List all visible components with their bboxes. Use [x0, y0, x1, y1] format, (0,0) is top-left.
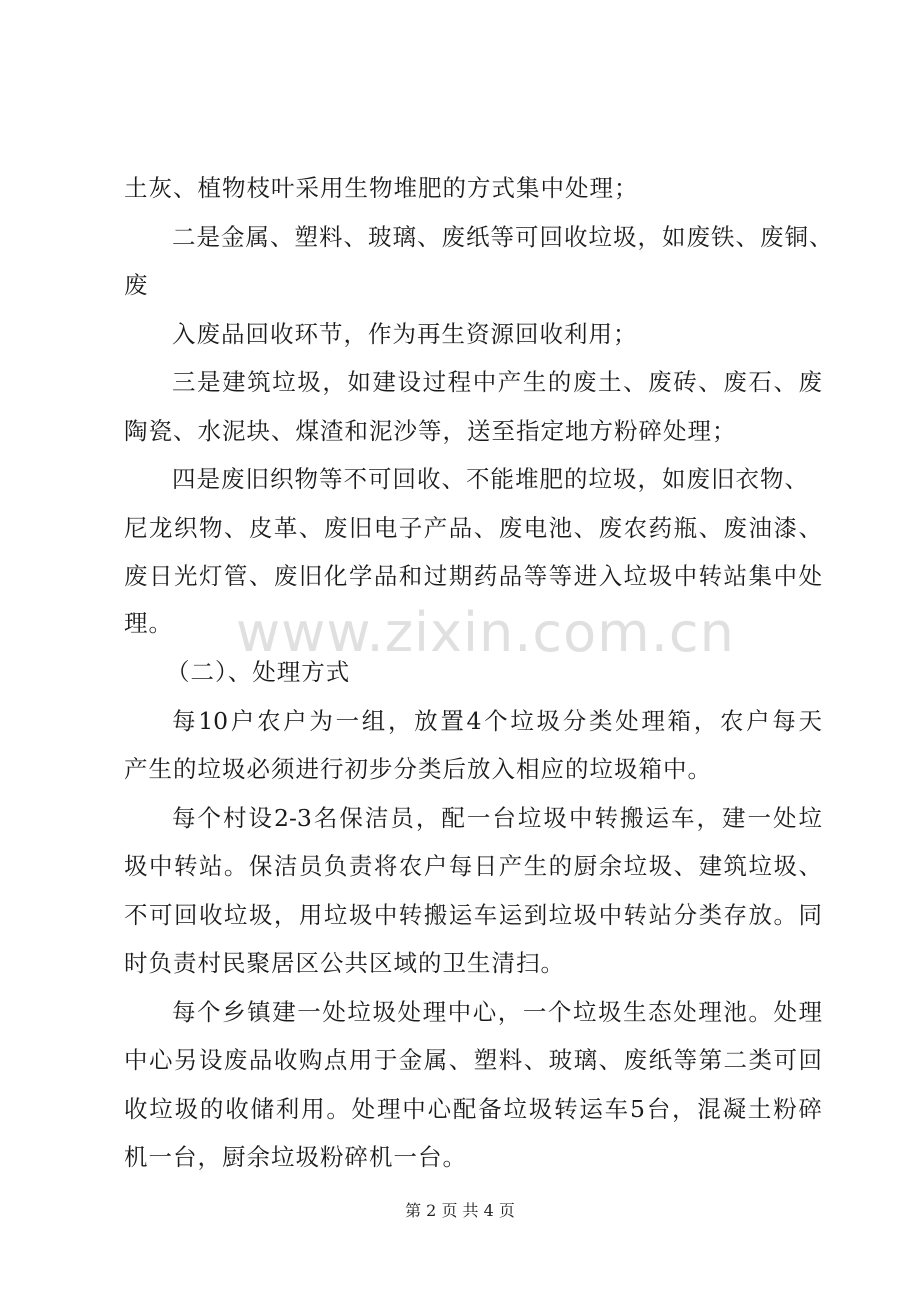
body-line-14: 每个村设2-3名保洁员，配一台垃圾中转搬运车，建一处垃 [172, 804, 822, 832]
body-line-9: 废日光灯管、废旧化学品和过期药品等等进入垃圾中转站集中处 [124, 562, 822, 590]
body-line-4: 入废品回收环节，作为再生资源回收利用； [172, 320, 638, 348]
body-line-7: 四是废旧织物等不可回收、不能堆肥的垃圾，如废旧衣物、 [172, 465, 809, 493]
body-line-5: 三是建筑垃圾，如建设过程中产生的废土、废砖、废石、废 [172, 368, 822, 396]
body-line-8: 尼龙织物、皮革、废旧电子产品、废电池、废农药瓶、废油漆、 [124, 514, 822, 542]
body-line-19: 中心另设废品收购点用于金属、塑料、玻璃、废纸等第二类可回 [124, 1046, 822, 1074]
body-line-20: 收垃圾的收储利用。处理中心配备垃圾转运车5台，混凝土粉碎 [124, 1095, 822, 1123]
body-line-21: 机一台，厨余垃圾粉碎机一台。 [124, 1143, 467, 1171]
body-line-2: 二是金属、塑料、玻璃、废纸等可回收垃圾，如废铁、废铜、 [172, 223, 834, 251]
body-line-12: 每10户农户为一组，放置4个垃圾分类处理箱，农户每天 [172, 707, 822, 735]
page-footer: 第 2 页 共 4 页 [405, 1201, 515, 1220]
body-line-13: 产生的垃圾必须进行初步分类后放入相应的垃圾箱中。 [124, 755, 712, 783]
body-line-1: 土灰、植物枝叶采用生物堆肥的方式集中处理； [124, 174, 639, 202]
body-line-3: 废 [124, 271, 149, 299]
body-line-6: 陶瓷、水泥块、煤渣和泥沙等，送至指定地方粉碎处理； [124, 417, 737, 445]
body-line-16: 不可回收垃圾，用垃圾中转搬运车运到垃圾中转站分类存放。同 [124, 901, 822, 929]
section-heading: （二）、处理方式 [166, 658, 351, 686]
body-line-15: 圾中转站。保洁员负责将农户每日产生的厨余垃圾、建筑垃圾、 [124, 852, 822, 880]
body-line-10: 理。 [124, 609, 173, 637]
body-line-17: 时负责村民聚居区公共区域的卫生清扫。 [124, 949, 565, 977]
body-line-18: 每个乡镇建一处垃圾处理中心，一个垃圾生态处理池。处理 [172, 998, 822, 1026]
watermark: www.zixin.com.cn [236, 601, 735, 664]
